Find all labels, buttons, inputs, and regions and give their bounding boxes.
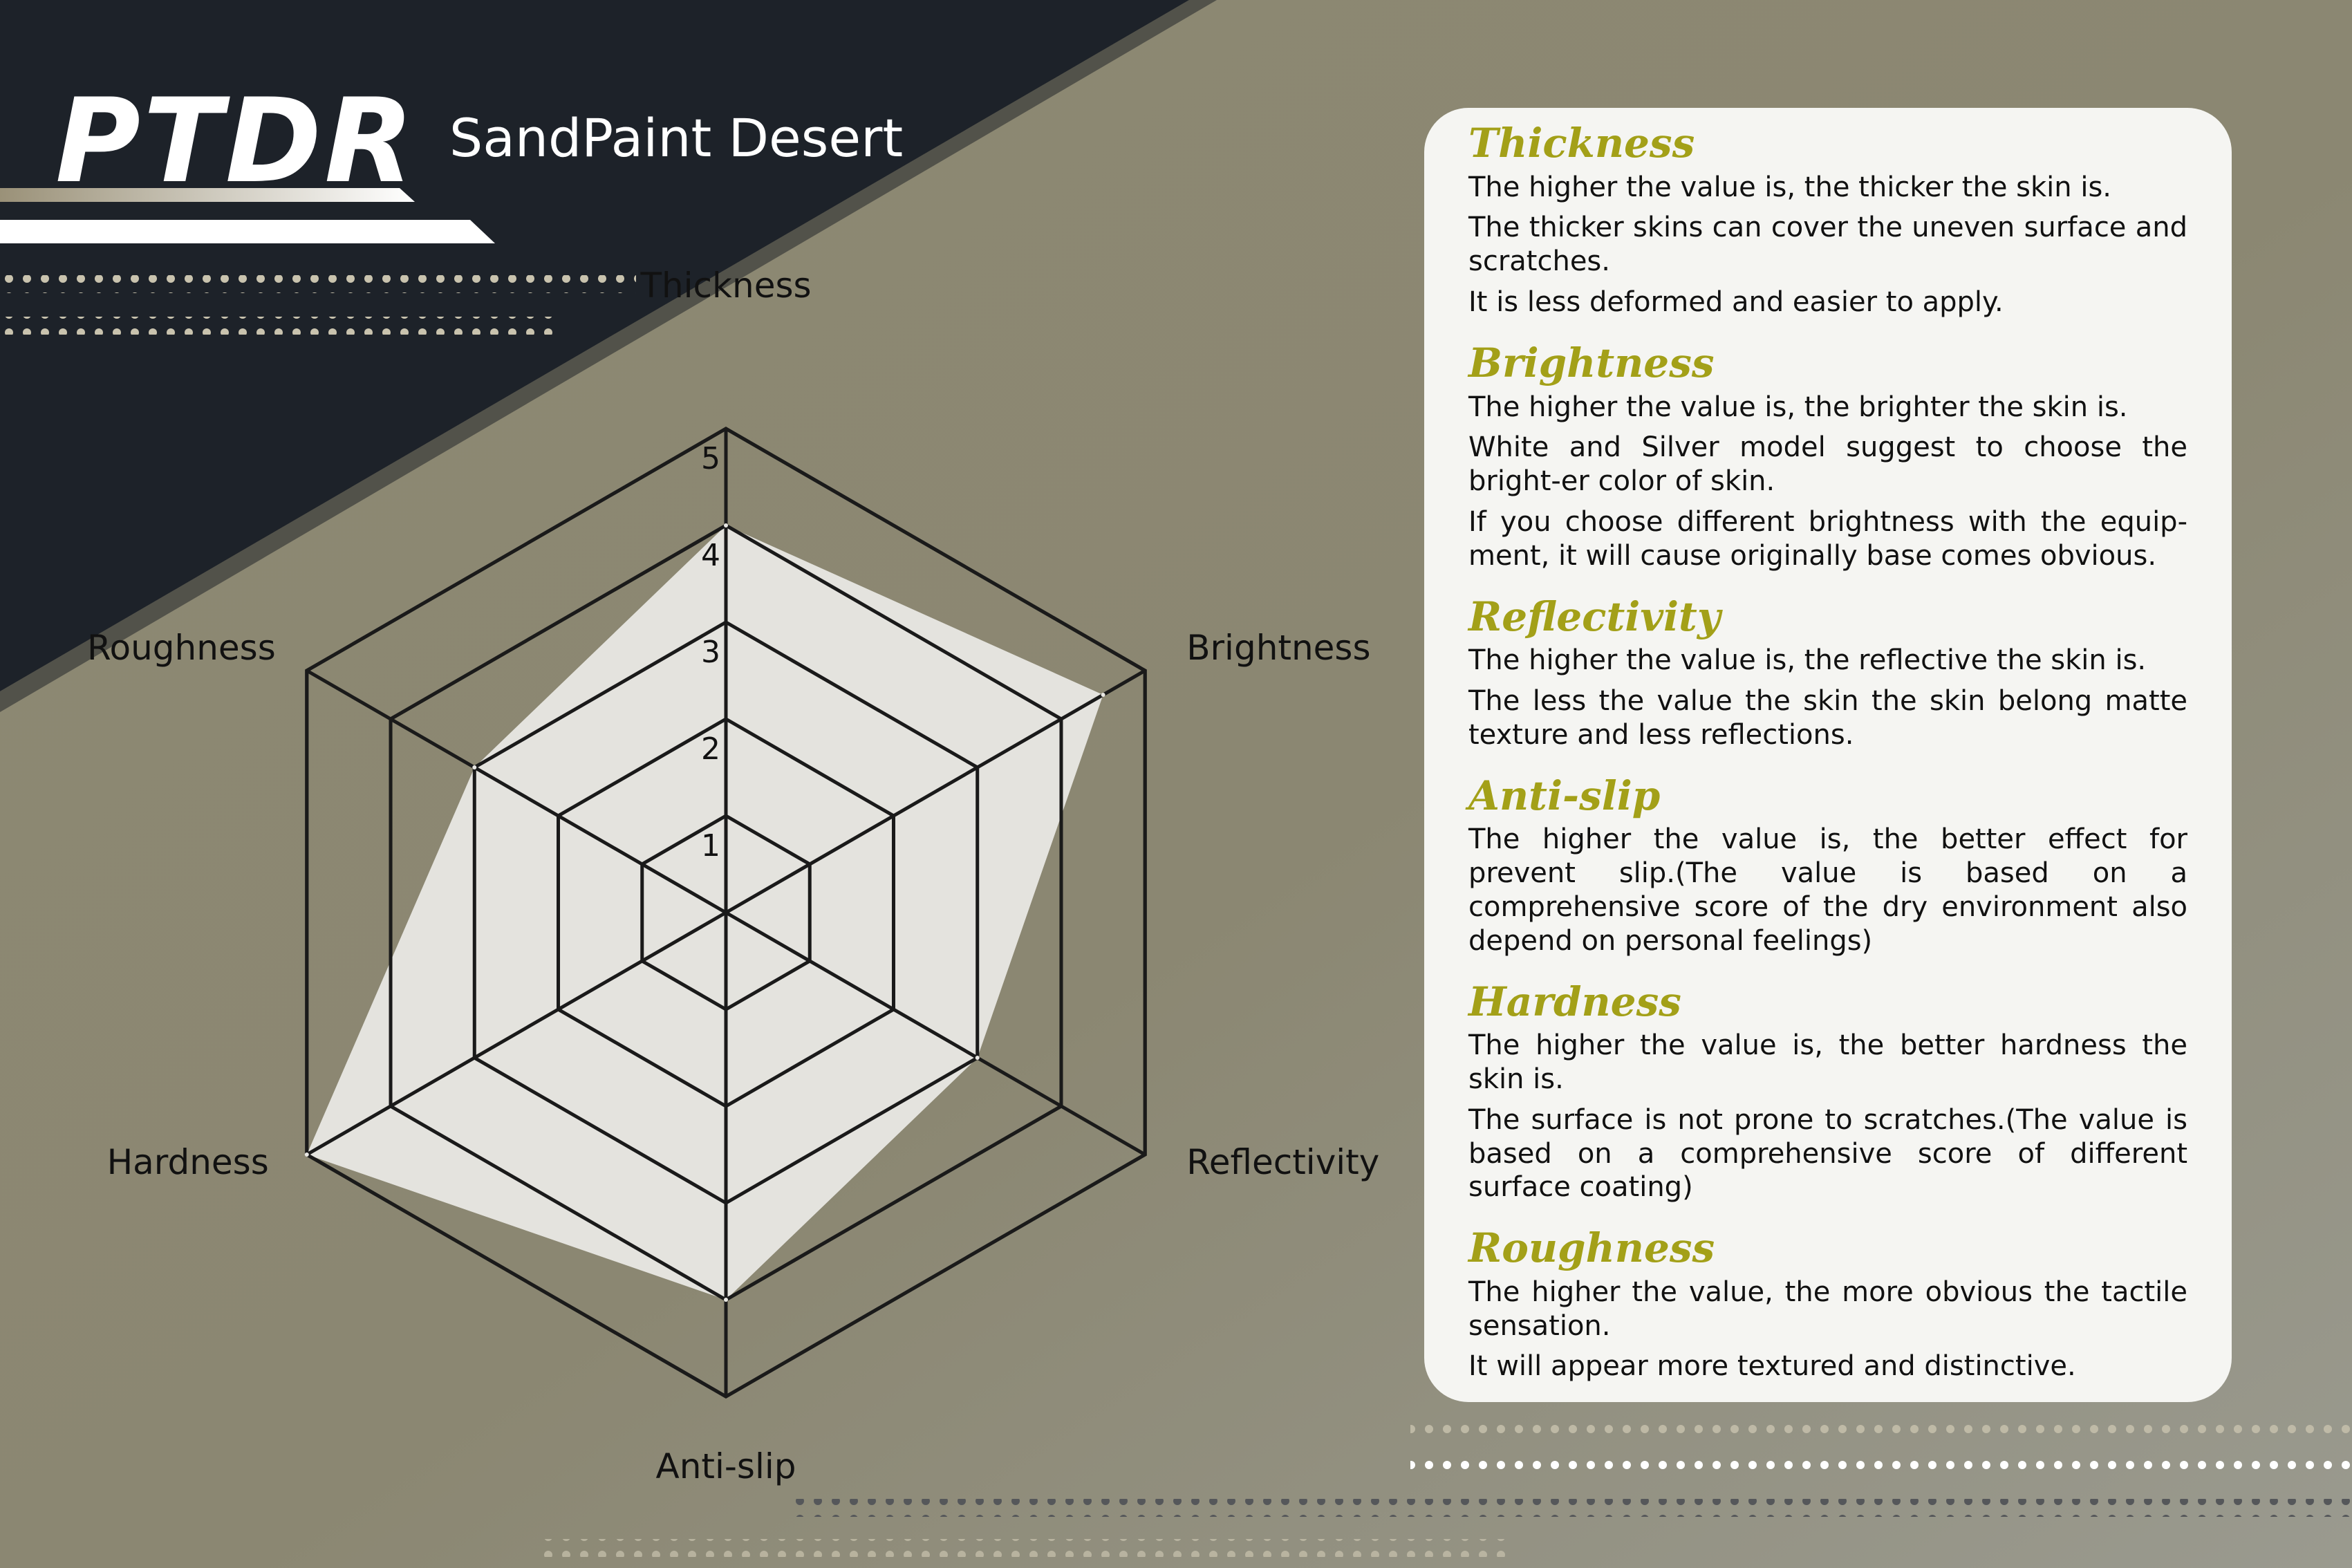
- tick-label-4: 4: [701, 538, 720, 573]
- description-section: [1468, 594, 2187, 752]
- section-text: The higher the value is, the reflective the skin is.: [1468, 644, 2147, 677]
- section-text: The higher the value is, the better effect for prevent slip.(The value is based on a comprehensive score of the dry environment also depend on personal feelings): [1468, 823, 2187, 957]
- section-text: The thicker skins can cover the uneven surface and scratches.: [1468, 212, 2187, 278]
- axis-label-reflectivity: Reflectivity: [1186, 1142, 1380, 1182]
- radar-point-reflectivity: [976, 1056, 980, 1060]
- description-section: [1468, 979, 2187, 1205]
- axis-label-anti-slip: Anti-slip: [655, 1446, 796, 1486]
- axis-label-brightness: Brightness: [1186, 628, 1371, 668]
- section-title: Thickness: [1468, 120, 1695, 167]
- axis-label-roughness: Roughness: [87, 628, 276, 668]
- radar-point-roughness: [472, 765, 476, 769]
- tick-label-2: 2: [701, 731, 720, 767]
- section-title: Hardness: [1468, 978, 1681, 1025]
- section-text: The less the value the skin the skin belong matte texture and less reflections.: [1468, 685, 2187, 751]
- description-section: [1468, 1225, 2187, 1383]
- description-section: [1468, 773, 2187, 958]
- tick-label-3: 3: [701, 635, 720, 670]
- section-text: If you choose different brightness with the equip-ment, it will cause originally base comes obvious.: [1468, 505, 2187, 572]
- section-text: It is less deformed and easier to apply.: [1468, 286, 2004, 319]
- section-text: The higher the value is, the better hardness the skin is.: [1468, 1029, 2187, 1095]
- section-text: The higher the value is, the brighter the skin is.: [1468, 391, 2128, 423]
- section-text: The surface is not prone to scratches.(The value is based on a comprehensive score of different surface coating): [1468, 1103, 2187, 1204]
- tick-label-5: 5: [701, 441, 720, 476]
- description-section: [1468, 340, 2187, 573]
- radar-point-hardness: [305, 1152, 309, 1157]
- radar-point-brightness: [1101, 693, 1105, 697]
- description-section: [1468, 120, 2187, 319]
- radar-point-anti-slip: [724, 1298, 728, 1302]
- brand-logo: PTDR: [55, 73, 417, 209]
- section-title: Roughness: [1468, 1224, 1715, 1272]
- section-text: The higher the value is, the thicker the skin is.: [1468, 171, 2112, 203]
- section-title: Brightness: [1468, 339, 1715, 386]
- radar-point-thickness: [724, 523, 728, 528]
- section-text: White and Silver model suggest to choose the bright-er color of skin.: [1468, 431, 2187, 498]
- section-text: It will appear more textured and distinctive.: [1468, 1350, 2076, 1383]
- axis-label-hardness: Hardness: [106, 1142, 269, 1182]
- section-title: Reflectivity: [1468, 592, 1721, 640]
- description-panel: [1424, 108, 2232, 1402]
- axis-label-thickness: Thickness: [640, 265, 812, 306]
- product-name: SandPaint Desert: [449, 107, 904, 169]
- section-title: Anti-slip: [1468, 772, 1661, 819]
- section-text: The higher the value, the more obvious the tactile sensation.: [1468, 1276, 2187, 1342]
- tick-label-1: 1: [701, 828, 720, 864]
